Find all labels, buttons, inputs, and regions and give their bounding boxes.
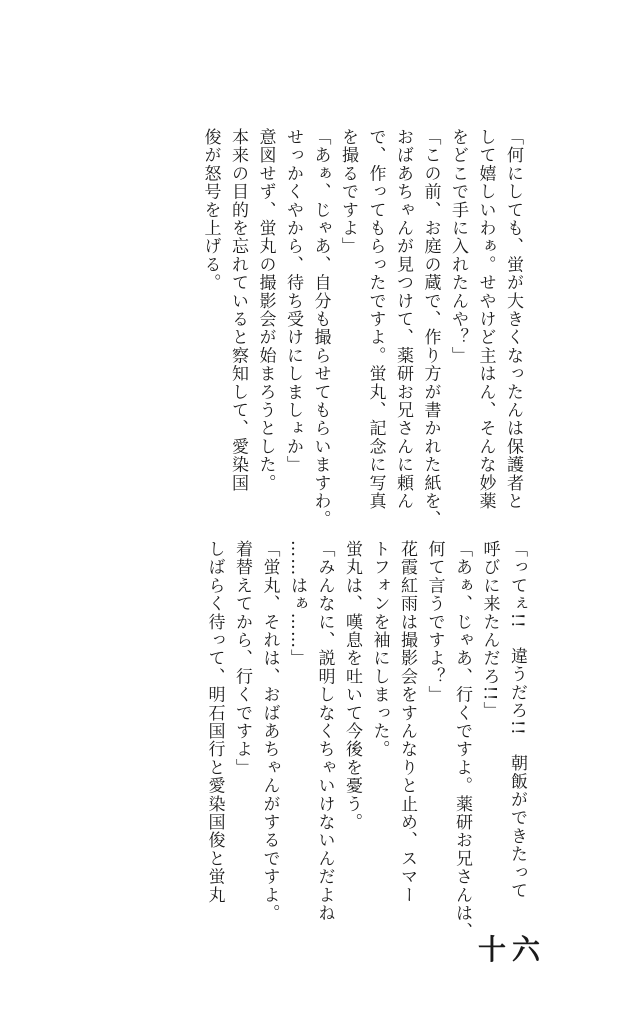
text-line: 着替えてから、行くですよ」 [232,540,252,777]
text-line: をどこで手に入れたんや？」 [448,128,468,365]
text-block-top [146,128,526,529]
text-line: 「みんなに、説明しなくちゃいけないんだよね [314,540,335,923]
text-line: 意図せず、蛍丸の撮影会が始まろうとした。 [255,128,276,492]
text-line: 花霞紅雨は撮影会をすんなりと止め、スマー [397,540,417,904]
text-line: を撮るですよ」 [338,128,358,256]
page-number: 十六 [478,933,547,966]
text-line: せっかくやから、待ち受けにしましょか」 [283,128,303,474]
text-line: おばあちゃんが見つけて、薬研お兄さんに頼ん [393,128,413,511]
text-line: しばらく待って、明石国行と愛染国俊と蛍丸 [204,540,225,904]
text-line: 蛍丸は、嘆息を吐いて今後を憂う。 [342,540,362,832]
text-line: 「あぁ、じゃあ、行くですよ。薬研お兄さんは、 [452,540,472,941]
text-line: トフォンを袖にしまった。 [369,540,390,759]
text-line: 「何にしても、蛍が大きくなったんは保護者と [503,128,523,511]
text-line: して嬉しいわぁ。せやけど主はん、そんな妙薬 [475,128,496,511]
text-line: 「この前、お庭の蔵で、作り方が書かれた紙を、 [420,128,441,529]
text-line: 「あぁ、じゃあ、自分も撮らせてもらいますわ。 [310,128,331,529]
text-line: 何て言うですよ？」 [424,540,445,704]
text-line: 本来の目的を忘れていると察知して、愛染国 [228,128,248,492]
text-line: 「ってぇ!! 違うだろ!! 朝飯ができたって [507,540,527,900]
text-line: 呼びに来たんだろ!!」 [479,540,500,720]
text-line: ……はぁ……」 [287,540,307,668]
text-line: 「蛍丸、それは、おばあちゃんがするですよ。 [259,540,280,923]
text-line: で、作ってもらったですよ。蛍丸、記念に写真 [365,128,386,511]
text-block-bottom [150,540,530,940]
text-line: 俊が怒号を上げる。 [200,128,221,292]
